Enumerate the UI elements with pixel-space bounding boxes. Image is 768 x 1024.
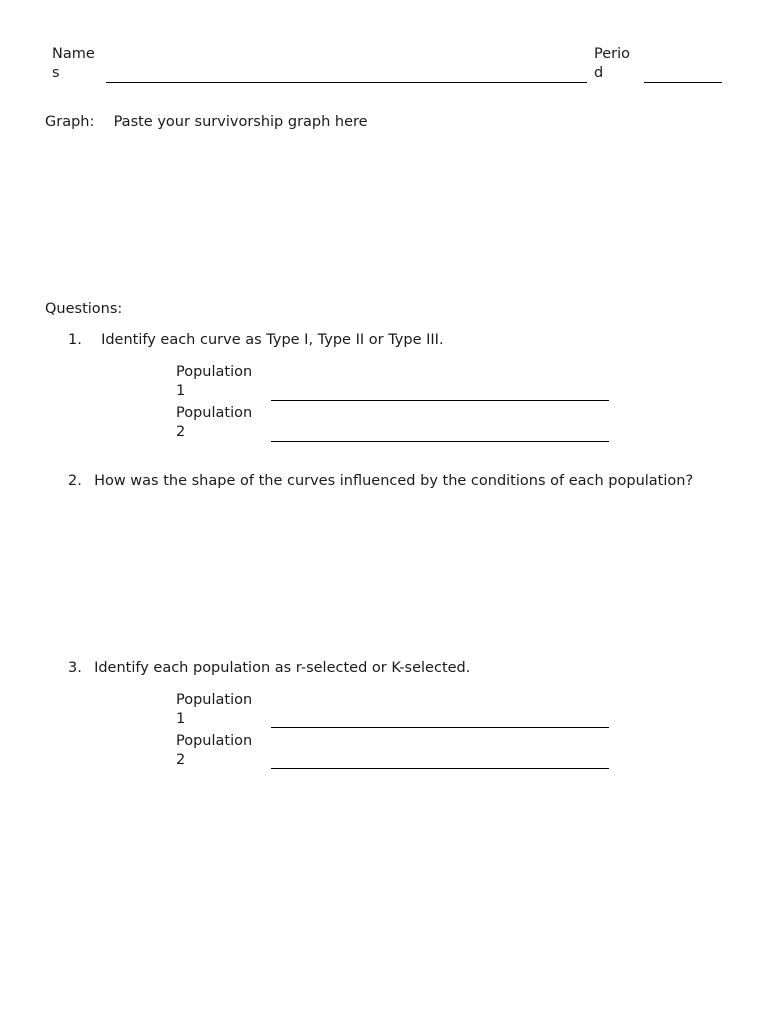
question-3-number: 3.: [68, 660, 82, 676]
q1-population-2-label-line2: 2: [176, 424, 186, 440]
q3-population-2-label: [176, 732, 252, 770]
questions-heading: Questions:: [45, 301, 123, 317]
graph-instruction: Paste your survivorship graph here: [113, 114, 368, 130]
q3-population-1-label-line1: Population: [176, 692, 253, 708]
q1-population-2-label: [176, 404, 252, 442]
question-2-answer-area[interactable]: [90, 500, 720, 640]
question-2-text: How was the shape of the curves influenced by the conditions of each population?: [94, 473, 694, 489]
question-2: [68, 473, 693, 489]
q1-population-1-blank-line[interactable]: [271, 400, 609, 401]
question-3-text: Identify each population as r-selected or K-selected.: [94, 660, 471, 676]
period-label-line1: Perio: [594, 46, 631, 62]
question-1-number: 1.: [68, 332, 82, 348]
q3-population-2-blank-line[interactable]: [271, 768, 609, 769]
question-1: [68, 332, 444, 348]
q3-population-2-label-line1: Population: [176, 733, 253, 749]
period-label-line2: d: [594, 65, 604, 81]
q1-population-2-blank-line[interactable]: [271, 441, 609, 442]
q1-population-1-label: [176, 363, 252, 401]
question-2-number: 2.: [68, 473, 82, 489]
q3-population-1-label-line2: 1: [176, 711, 186, 727]
question-3: [68, 660, 470, 676]
q1-population-2-label-line1: Population: [176, 405, 253, 421]
period-blank-line[interactable]: [644, 82, 722, 83]
names-label-line1: Name: [52, 46, 95, 62]
period-label: [594, 45, 630, 83]
names-label: [52, 45, 95, 83]
q1-population-1-label-line2: 1: [176, 383, 186, 399]
q3-population-2-label-line2: 2: [176, 752, 186, 768]
q3-population-1-blank-line[interactable]: [271, 727, 609, 728]
names-label-line2: s: [52, 65, 60, 81]
names-blank-line[interactable]: [106, 82, 587, 83]
q1-population-1-label-line1: Population: [176, 364, 253, 380]
graph-paste-area[interactable]: [45, 140, 725, 290]
q3-population-1-label: [176, 691, 252, 729]
graph-section: [45, 114, 368, 130]
question-1-text: Identify each curve as Type I, Type II or Type III.: [101, 332, 444, 348]
graph-label: Graph:: [45, 114, 95, 130]
